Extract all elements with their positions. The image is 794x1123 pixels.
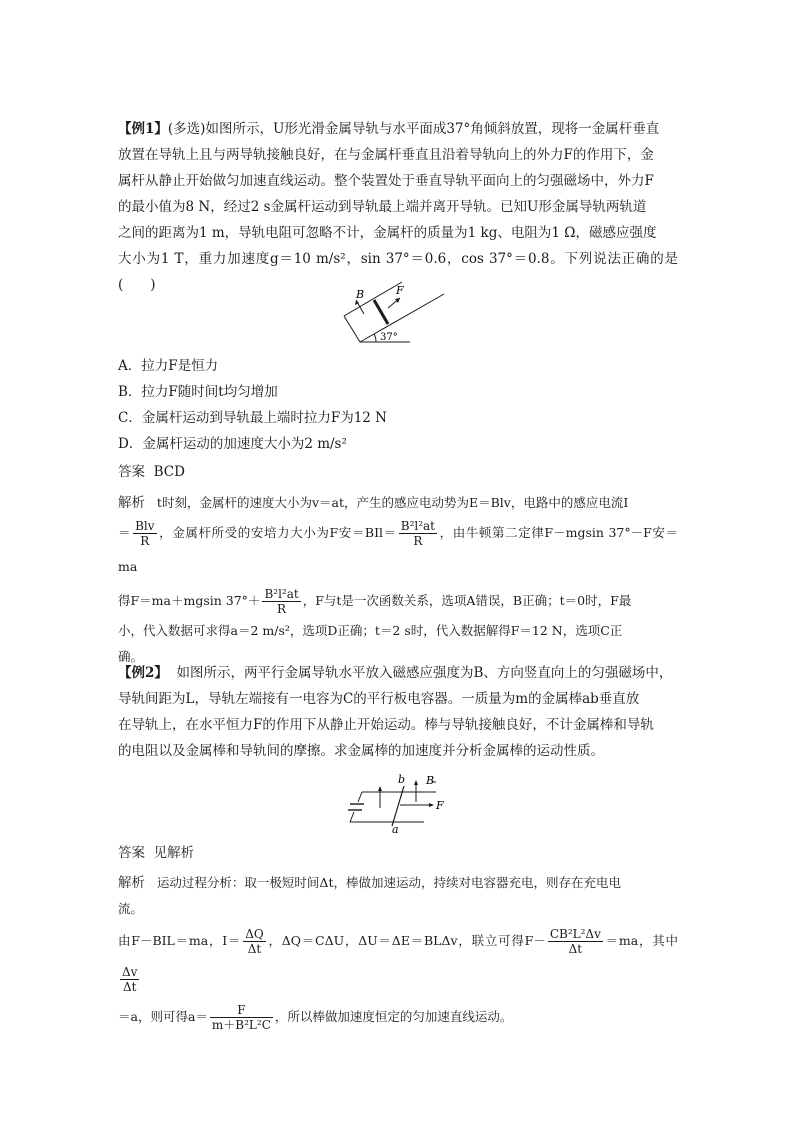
ex1-line-6: 大小为1 T，重力加速度g＝10 m/s²，sin 37°＝0.6，cos 37°＝0.8。下列说法正确的是( )	[118, 251, 678, 293]
ex2-line-4: 的电阻以及金属棒和导轨间的摩擦。求金属棒的加速度并分析金属棒的运动性质。	[118, 743, 604, 759]
force-arrow-head	[429, 803, 434, 807]
b-arrow-head-1	[378, 786, 382, 791]
exp2-line-3c: ＝ma，其中	[604, 933, 679, 948]
b-arrow-head-2	[414, 780, 418, 785]
example-1-tag: 【例1】	[118, 121, 168, 137]
exp1-line-2b: ，金属杆所受的安培力大小为F安＝BIl＝	[158, 525, 397, 540]
answer-value: BCD	[153, 464, 185, 480]
ex1-line-3: 属杆从静止开始做匀加速直线运动。整个装置处于垂直导轨平面向上的匀强磁场中，外力F	[118, 173, 654, 189]
example-2-tag: 【例2】	[118, 665, 168, 681]
option-c: C．金属杆运动到导轨最上端时拉力F为12 N	[118, 410, 387, 426]
exp1-line-2c: ，由牛顿第二定律F－mgsin 37°－F安＝ma	[118, 525, 679, 574]
exp1-line-5: 确。	[118, 649, 144, 664]
ex2-line-2: 导轨间距为L，导轨左端接有一电容为C的平行板电容器。一质量为m的金属棒ab垂直放	[118, 691, 640, 707]
angle-arc	[374, 334, 376, 342]
frac-den: m＋B²L²C	[211, 1018, 271, 1032]
ex1-line-2: 放置在导轨上且与两导轨接触良好，在与金属杆垂直且沿着导轨向上的外力F的作用下，金	[118, 147, 654, 163]
frac-den: R	[413, 534, 423, 548]
frac-den: R	[277, 602, 287, 616]
answer-label: 答案	[118, 464, 145, 480]
frac-num: F	[210, 1003, 273, 1018]
exp2-line-2: 流。	[118, 901, 144, 916]
rail-end	[344, 316, 360, 342]
frac-den: R	[140, 534, 150, 548]
option-b: B．拉力F随时间t均匀增加	[118, 384, 278, 400]
wire-left-bottom	[350, 812, 354, 822]
example-2-question	[118, 660, 678, 764]
frac-den: Δt	[568, 942, 583, 956]
wire-left-top	[358, 792, 362, 802]
ex1-line-1: (多选)如图所示，U形光滑金属导轨与水平面成37°角倾斜放置，现将一金属杆垂直	[167, 121, 660, 137]
exp2-line-4a: ＝a，则可得a＝	[118, 1009, 208, 1024]
label-B: B	[356, 288, 365, 301]
fraction-b2l2at-r-2	[262, 587, 300, 616]
exp1-line-3a: 得F＝ma＋mgsin 37°＋	[118, 593, 261, 608]
force-arrow-head	[395, 298, 400, 303]
exp2-line-1: 运动过程分析：取一极短时间Δt，棒做加速运动，持续对电容器充电，则存在充电电	[156, 875, 621, 890]
label-F: F	[396, 284, 404, 297]
example-1-answer	[118, 461, 185, 483]
exp2-line-3a: 由F－BIL＝ma，I＝	[118, 933, 242, 948]
option-a: A．拉力F是恒力	[118, 358, 219, 374]
frac-num: CB²L²Δv	[549, 927, 601, 941]
frac-num: Δv	[122, 965, 138, 979]
figure-inclined-rails	[340, 278, 450, 350]
fraction-blv-r	[133, 519, 156, 548]
frac-num: ΔQ	[245, 927, 264, 941]
example-1-question	[118, 116, 678, 298]
answer-value: 见解析	[153, 845, 195, 861]
explanation-label: 解析	[118, 495, 145, 511]
ex1-line-5: 之间的距离为1 m，导轨电阻可忽略不计，金属杆的质量为1 kg、电阻为1 Ω，磁感应强度	[118, 225, 657, 241]
frac-num: Blv	[135, 519, 155, 533]
metal-rod	[374, 300, 388, 324]
frac-den: Δt	[122, 980, 137, 994]
exp1-line-1: t时刻，金属杆的速度大小为v＝at，产生的感应电动势为E＝Blv，电路中的感应电流I	[156, 495, 629, 510]
fraction-cb2l2dv-dt	[548, 927, 603, 956]
answer-label: 答案	[118, 845, 145, 861]
label-b: b	[398, 773, 406, 786]
frac-num: B²l²at	[264, 587, 299, 601]
label-a: a	[392, 823, 399, 834]
example-2-answer	[118, 842, 194, 864]
exp2-line-3b: ，ΔQ＝CΔU，ΔU＝ΔE＝BLΔv，联立可得F－	[267, 933, 546, 948]
fraction-dv-dt	[120, 965, 139, 994]
exp1-line-4: 小，代入数据可求得a＝2 m/s²，选项D正确；t＝2 s时，代入数据解得F＝12 N，选项C正	[118, 623, 623, 638]
ex2-line-3: 在导轨上，在水平恒力F的作用下从静止开始运动。棒与导轨接触良好，不计金属棒和导轨	[118, 717, 654, 733]
exp1-line-2a: ＝	[118, 525, 132, 540]
rail-lower	[360, 294, 444, 342]
label-F: F	[436, 799, 444, 812]
exp1-line-3b: ，F与t是一次函数关系，选项A错误，B正确；t＝0时，F最	[302, 593, 632, 608]
option-d: D．金属杆运动的加速度大小为2 m/s²	[118, 436, 347, 452]
rail-upper	[344, 282, 402, 316]
explanation-label: 解析	[118, 875, 145, 891]
ex2-line-1: 如图所示，两平行金属导轨水平放入磁感应强度为B、方向竖直向上的匀强磁场中，	[176, 665, 673, 681]
label-angle: 37°	[380, 332, 398, 343]
figure-horizontal-rails	[348, 772, 458, 834]
ex1-line-4: 的最小值为8 N，经过2 s金属杆运动到导轨最上端并离开导轨。已知U形金属导轨两轨道	[118, 199, 647, 215]
example-2-explanation	[118, 870, 678, 1036]
fraction-dq-dt	[243, 927, 266, 956]
fraction-b2l2at-r	[399, 519, 437, 548]
fraction-f-m-b2l2c	[210, 1003, 273, 1032]
frac-den: Δt	[247, 942, 262, 956]
exp2-line-4b: ，所以棒做加速度恒定的匀加速直线运动。	[274, 1009, 513, 1024]
label-B: B	[426, 774, 435, 787]
frac-num: B²l²at	[400, 519, 436, 533]
example-1-explanation	[118, 490, 678, 670]
